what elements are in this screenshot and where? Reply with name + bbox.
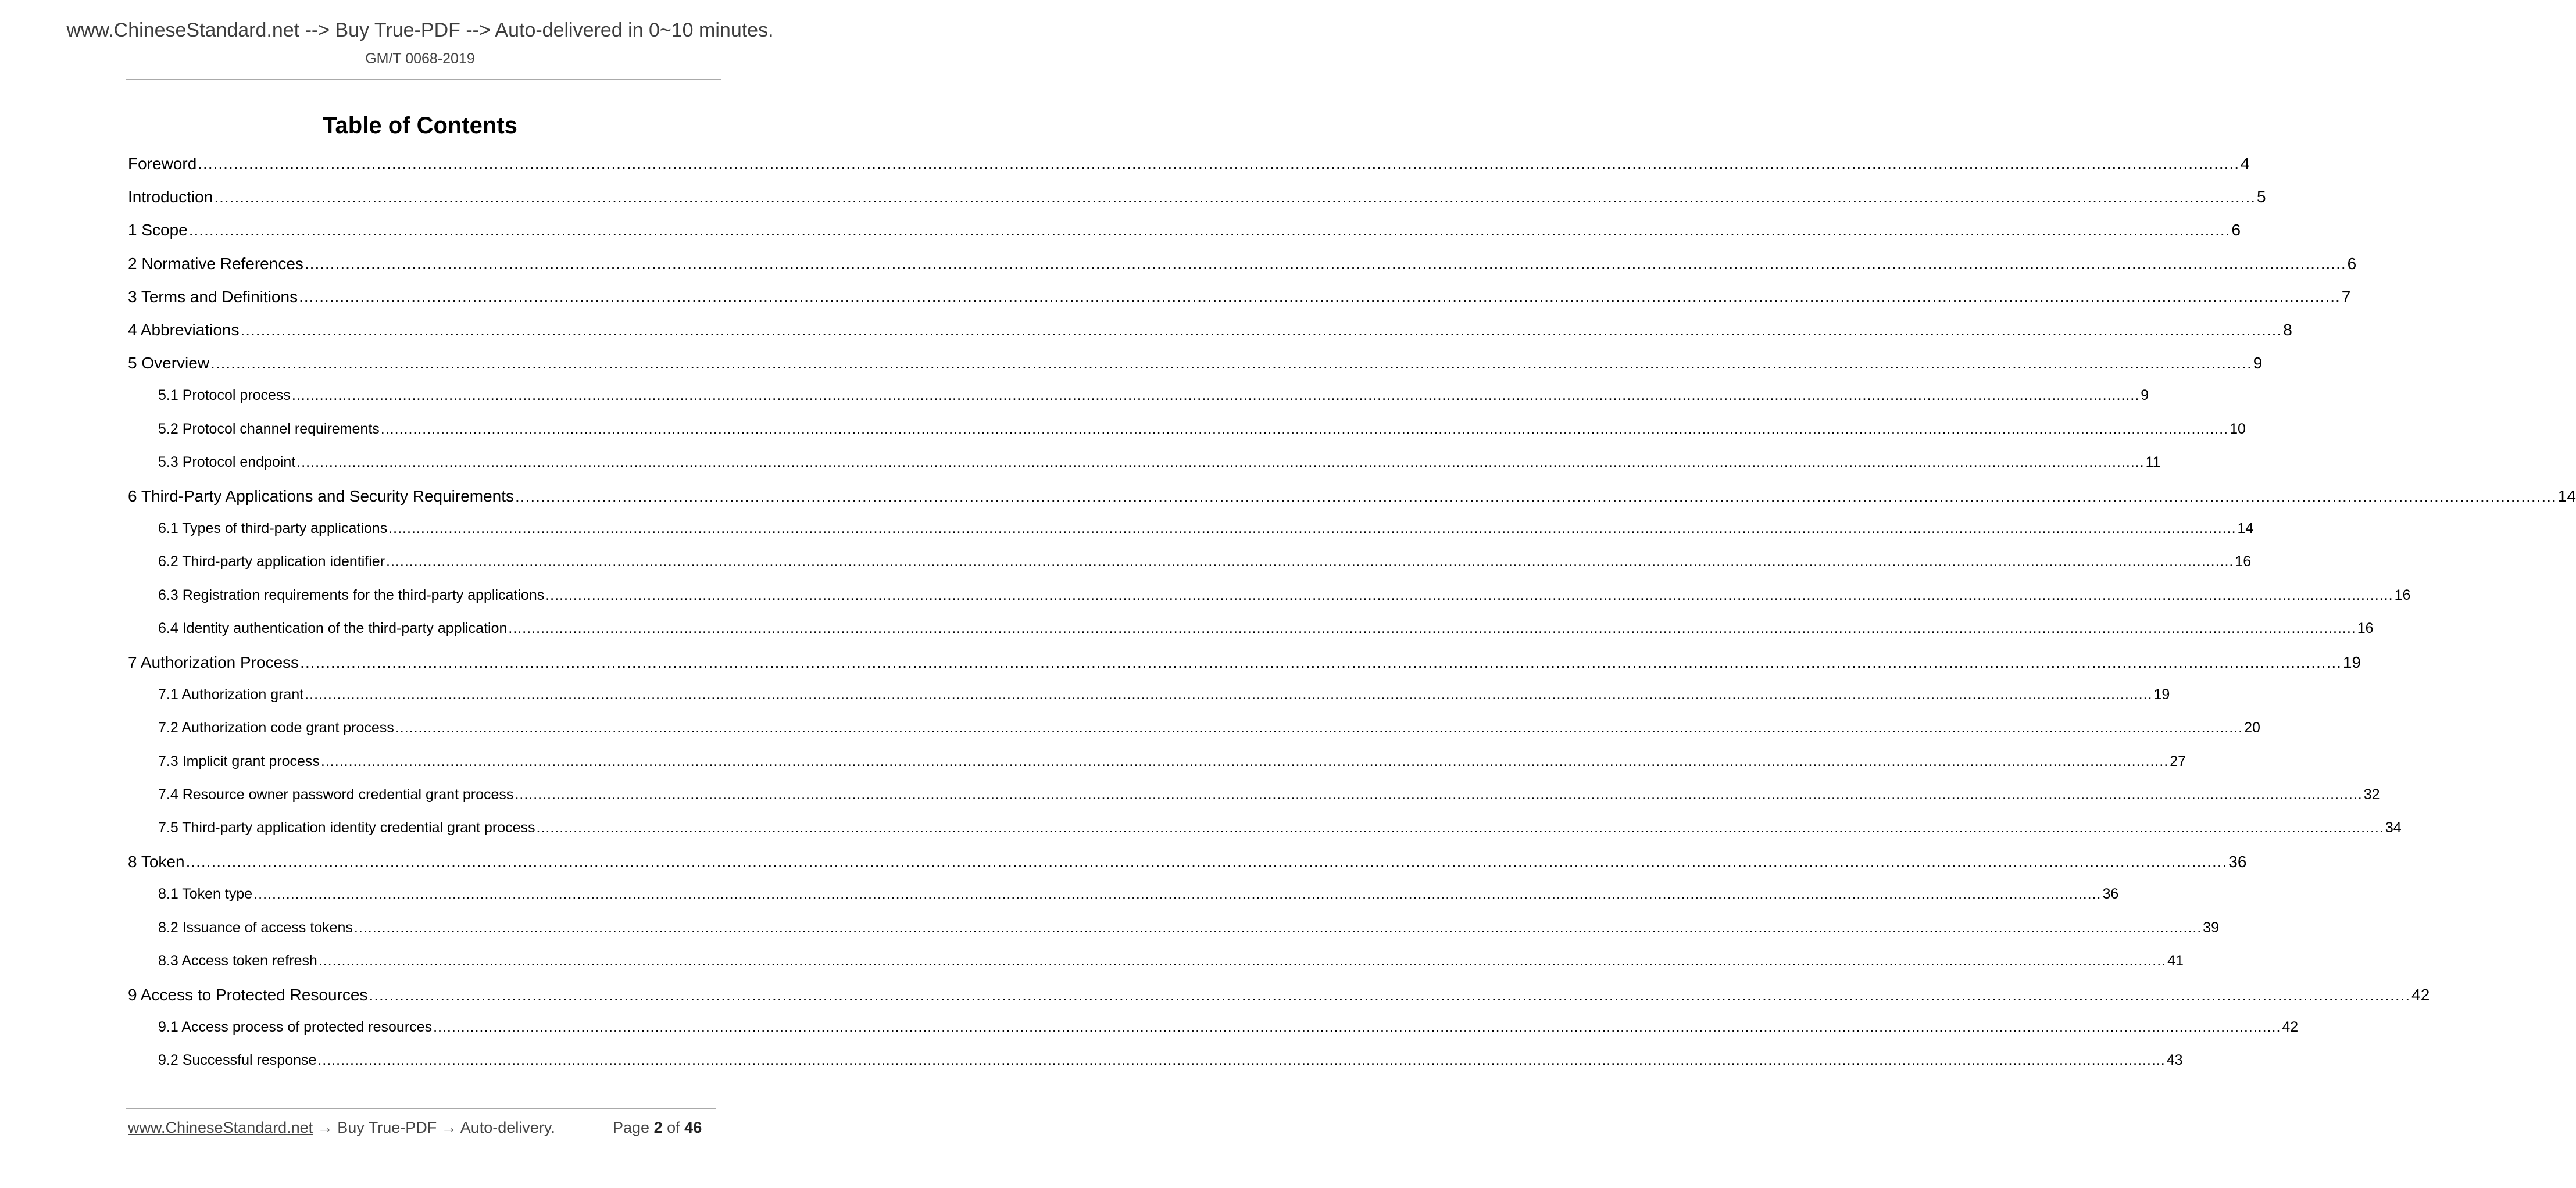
toc-entry-title: 7.5 Third-party application identity credential grant process (158, 820, 535, 836)
toc-entry[interactable] (128, 254, 2357, 273)
toc-entry-title: 2 Normative References (128, 254, 303, 273)
toc-leader-dots: ................................................................................................................................................................................................................................................................................................................................................................................................................ (353, 919, 2202, 936)
toc-entry-title: 6.3 Registration requirements for the third-party applications (158, 586, 545, 603)
toc-entry[interactable] (128, 354, 2263, 373)
toc-leader-dots: ................................................................................................................................................................................................................................................................................................................................................................................................................ (508, 620, 2356, 636)
toc-entry-page: 5 (2257, 188, 2266, 206)
toc-entry-page: 32 (2363, 786, 2380, 803)
toc-entry-page: 14 (2237, 520, 2254, 537)
toc-entry[interactable] (128, 853, 2247, 871)
page-of: of (667, 1119, 680, 1136)
toc-entry[interactable] (158, 553, 2252, 570)
toc-entry-page: 27 (2170, 753, 2186, 770)
toc-entry-title: Introduction (128, 188, 213, 206)
toc-entry-page: 14 (2557, 487, 2576, 505)
toc-leader-dots: ................................................................................................................................................................................................................................................................................................................................................................................................................ (304, 254, 2346, 273)
toc-leader-dots: ................................................................................................................................................................................................................................................................................................................................................................................................................ (253, 886, 2102, 903)
toc-entry-title: 6.4 Identity authentication of the third-party application (158, 620, 508, 636)
toc-entry[interactable] (158, 686, 2170, 703)
toc-entry[interactable] (158, 586, 2411, 604)
toc-leader-dots: ................................................................................................................................................................................................................................................................................................................................................................................................................ (320, 753, 2169, 770)
toc-entry[interactable] (128, 287, 2351, 306)
toc-leader-dots: ................................................................................................................................................................................................................................................................................................................................................................................................................ (369, 986, 2411, 1004)
toc-entry-title: 8 Token (128, 853, 185, 871)
toc-entry-page: 34 (2385, 820, 2402, 836)
toc-entry-page: 10 (2230, 420, 2246, 437)
toc-entry[interactable] (158, 1052, 2183, 1069)
toc-entry[interactable] (158, 420, 2246, 438)
toc-entry-page: 19 (2342, 653, 2361, 671)
toc-leader-dots: ................................................................................................................................................................................................................................................................................................................................................................................................................ (545, 586, 2393, 603)
toc-leader-dots: ................................................................................................................................................................................................................................................................................................................................................................................................................ (536, 820, 2384, 836)
toc-entry[interactable] (158, 886, 2119, 903)
toc-leader-dots: ................................................................................................................................................................................................................................................................................................................................................................................................................ (388, 520, 2236, 537)
toc-entry-page: 41 (2167, 952, 2184, 969)
page-prefix: Page (613, 1119, 650, 1136)
toc-entry-page: 42 (2411, 986, 2430, 1004)
toc-entry[interactable] (158, 919, 2220, 936)
toc-entry[interactable] (158, 520, 2254, 537)
toc-leader-dots: ................................................................................................................................................................................................................................................................................................................................................................................................................ (515, 487, 2557, 505)
page-title: Table of Contents (323, 113, 517, 138)
toc-entry[interactable] (128, 487, 2576, 506)
toc-entry-title: 9.2 Successful response (158, 1052, 317, 1069)
toc-entry[interactable] (128, 221, 2241, 239)
footer-link[interactable]: www.ChineseStandard.net (128, 1119, 313, 1136)
toc-entry-title: 5.3 Protocol endpoint (158, 453, 296, 470)
toc-entry-page: 4 (2240, 155, 2250, 173)
toc-leader-dots: ................................................................................................................................................................................................................................................................................................................................................................................................................ (291, 387, 2140, 404)
document-id: GM/T 0068-2019 (365, 51, 475, 67)
toc-entry[interactable] (158, 387, 2149, 404)
toc-entry-title: 4 Abbreviations (128, 321, 240, 339)
toc-entry-page: 9 (2141, 387, 2149, 404)
toc-entry-page: 6 (2347, 254, 2357, 273)
toc-leader-dots: ................................................................................................................................................................................................................................................................................................................................................................................................................ (240, 321, 2282, 339)
toc-leader-dots: ................................................................................................................................................................................................................................................................................................................................................................................................................ (305, 686, 2153, 703)
toc-entry-title: 3 Terms and Definitions (128, 287, 298, 306)
toc-entry-page: 19 (2153, 686, 2170, 703)
toc-leader-dots: ................................................................................................................................................................................................................................................................................................................................................................................................................ (210, 354, 2252, 373)
toc-entry[interactable] (158, 1019, 2299, 1036)
toc-leader-dots: ................................................................................................................................................................................................................................................................................................................................................................................................................ (299, 287, 2341, 306)
toc-entry[interactable] (128, 653, 2361, 672)
toc-entry-title: Foreword (128, 155, 197, 173)
toc-entry[interactable] (158, 820, 2402, 836)
toc-entry[interactable] (158, 720, 2260, 736)
toc-entry-page: 42 (2282, 1019, 2299, 1036)
toc-entry-title: 7.4 Resource owner password credential grant process (158, 786, 514, 803)
toc-entry-page: 16 (2394, 586, 2411, 603)
toc-entry-title: 8.3 Access token refresh (158, 952, 317, 969)
toc-leader-dots: ................................................................................................................................................................................................................................................................................................................................................................................................................ (395, 720, 2243, 736)
toc-entry-title: 6 Third-Party Applications and Security Requirements (128, 487, 515, 505)
toc-entry[interactable] (158, 453, 2161, 471)
toc-entry-page: 39 (2203, 919, 2220, 936)
toc-leader-dots: ................................................................................................................................................................................................................................................................................................................................................................................................................ (318, 952, 2167, 969)
toc-entry-page: 43 (2166, 1052, 2183, 1069)
toc-entry[interactable] (158, 620, 2374, 637)
toc-entry-title: 7.1 Authorization grant (158, 686, 304, 703)
toc-leader-dots: ................................................................................................................................................................................................................................................................................................................................................................................................................ (296, 453, 2145, 470)
toc-entry-title: 9.1 Access process of protected resources (158, 1019, 433, 1036)
toc-leader-dots: ................................................................................................................................................................................................................................................................................................................................................................................................................ (198, 155, 2239, 173)
toc-entry-title: 8.2 Issuance of access tokens (158, 919, 353, 936)
toc-entry[interactable] (128, 321, 2292, 339)
toc-entry[interactable] (158, 952, 2184, 969)
toc-entry-page: 36 (2102, 886, 2119, 903)
toc-leader-dots: ................................................................................................................................................................................................................................................................................................................................................................................................................ (386, 553, 2234, 570)
toc-entry-title: 1 Scope (128, 221, 188, 239)
toc-entry-title: 8.1 Token type (158, 886, 253, 903)
toc-entry-title: 6.2 Third-party application identifier (158, 553, 385, 570)
toc-entry-title: 6.1 Types of third-party applications (158, 520, 388, 537)
toc-entry-title: 5 Overview (128, 354, 210, 373)
toc-leader-dots: ................................................................................................................................................................................................................................................................................................................................................................................................................ (317, 1052, 2166, 1069)
page-current: 2 (653, 1119, 663, 1136)
toc-entry-title: 5.2 Protocol channel requirements (158, 420, 380, 437)
toc-entry-page: 11 (2145, 453, 2161, 470)
toc-entry-title: 7.3 Implicit grant process (158, 753, 320, 770)
toc-leader-dots: ................................................................................................................................................................................................................................................................................................................................................................................................................ (300, 653, 2342, 671)
toc-entry[interactable] (128, 155, 2250, 173)
toc-entry-page: 8 (2283, 321, 2292, 339)
toc-entry-title: 5.1 Protocol process (158, 387, 291, 404)
toc-entry[interactable] (158, 786, 2380, 803)
toc-entry-page: 9 (2253, 354, 2263, 373)
header-banner: www.ChineseStandard.net --> Buy True-PDF --> Auto-delivered in 0~10 minutes. (66, 19, 774, 41)
page-indicator (613, 1119, 702, 1137)
toc-entry[interactable] (128, 188, 2266, 206)
toc-entry[interactable] (128, 986, 2430, 1004)
footer-divider (126, 1108, 716, 1109)
toc-leader-dots: ................................................................................................................................................................................................................................................................................................................................................................................................................ (185, 853, 2228, 871)
toc-leader-dots: ................................................................................................................................................................................................................................................................................................................................................................................................................ (433, 1019, 2281, 1036)
page-total: 46 (684, 1119, 702, 1136)
toc-leader-dots: ................................................................................................................................................................................................................................................................................................................................................................................................................ (380, 420, 2229, 437)
toc-entry-title: 7.2 Authorization code grant process (158, 720, 394, 736)
toc-leader-dots: ................................................................................................................................................................................................................................................................................................................................................................................................................ (515, 786, 2363, 803)
toc-entry[interactable] (158, 753, 2186, 770)
toc-entry-page: 16 (2357, 620, 2374, 636)
toc-entry-page: 20 (2244, 720, 2260, 736)
toc-entry-title: 7 Authorization Process (128, 653, 299, 671)
toc-entry-title: 9 Access to Protected Resources (128, 986, 368, 1004)
toc-leader-dots: ................................................................................................................................................................................................................................................................................................................................................................................................................ (214, 188, 2256, 206)
footer-text: → Buy True-PDF → Auto-delivery. (313, 1119, 555, 1136)
footer-left (128, 1119, 555, 1137)
toc-leader-dots: ................................................................................................................................................................................................................................................................................................................................................................................................................ (188, 221, 2231, 239)
toc-entry-page: 16 (2235, 553, 2252, 570)
toc-entry-page: 36 (2228, 853, 2247, 871)
toc-entry-page: 7 (2341, 287, 2351, 306)
toc-entry-page: 6 (2231, 221, 2241, 239)
